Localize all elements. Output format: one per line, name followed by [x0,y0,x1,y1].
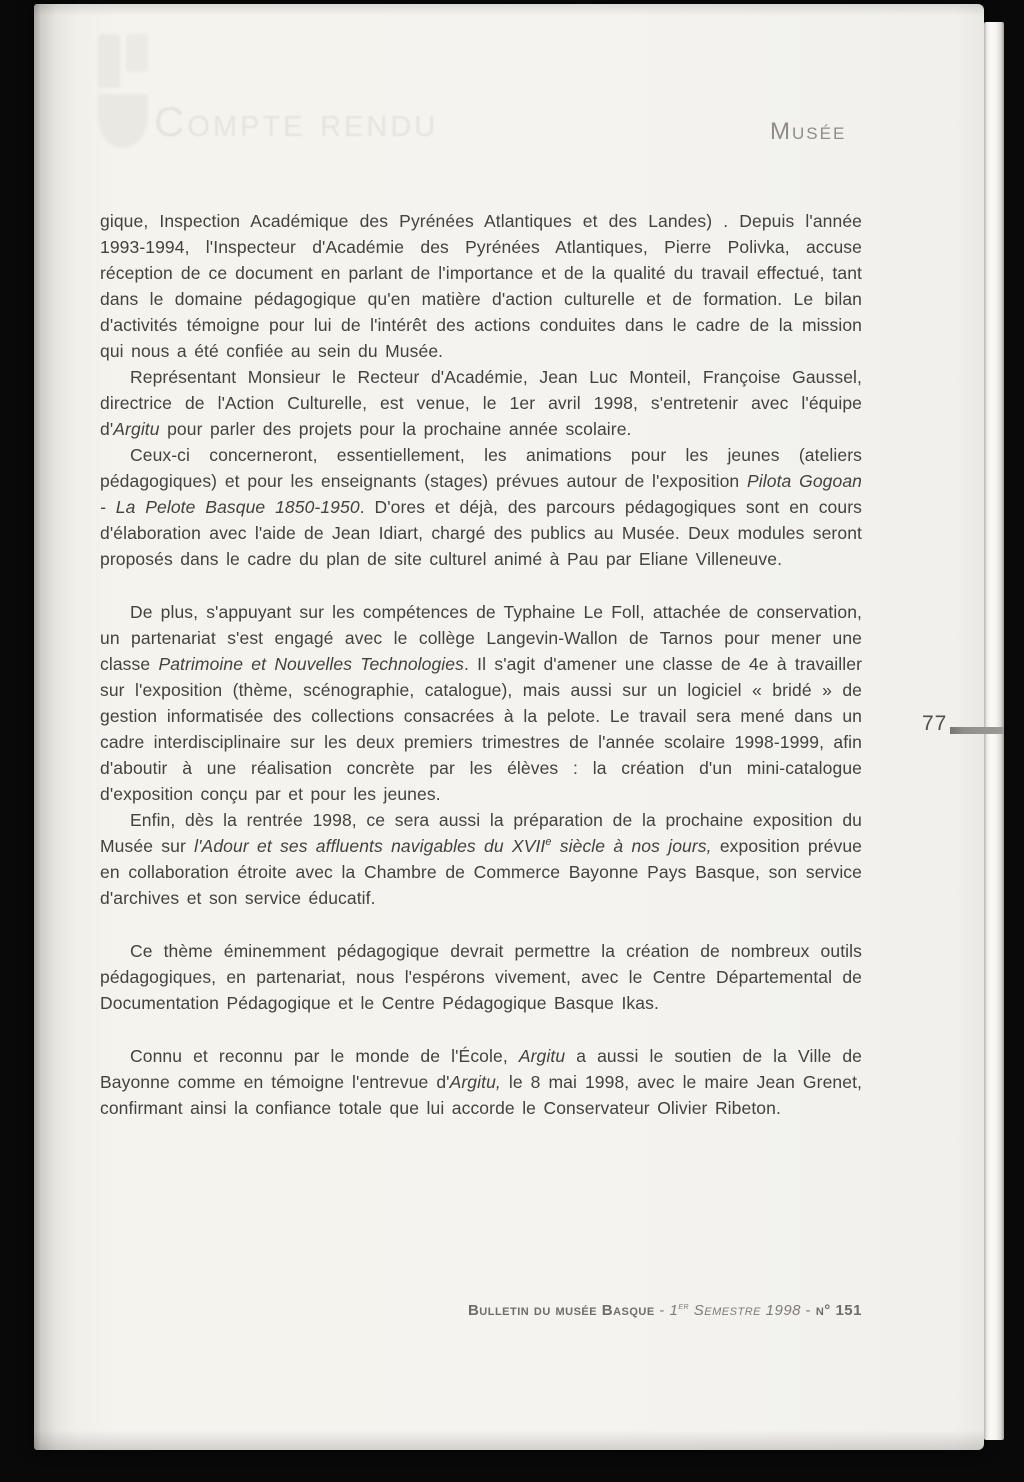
page-number-marker [950,727,1004,734]
italic-text-run: siècle à nos jours, [551,836,712,856]
footer-separator: - [801,1302,816,1319]
article-body [100,208,862,1121]
body-paragraph [100,1043,862,1121]
text-run: Connu et reconnu par le monde de l'École, [130,1046,519,1066]
text-run: . Il s'agit d'amener une classe de 4e à travailler sur l'exposition (thème, scénographie, catalogue), mais aussi sur un logiciel « bridé » de gestion informatisée des collections consacrées à la pelote. Le travail sera mené dans un cadre interdisciplinaire sur les deux premiers trimestres de l'année scolaire 1998-1999, afin d'aboutir à une réalisation concrète par les élèves : la création d'un mini-catalogue d'exposition conçu par et pour les jeunes. [100,654,863,804]
footer-issue-rest: Semestre 1998 [689,1302,802,1319]
body-paragraph [100,364,862,442]
footer-issue-number: 1 [669,1302,679,1319]
italic-text-run: Patrimoine et Nouvelles Technologies [158,654,464,674]
footer-issue [670,1302,801,1319]
text-run: Ceux-ci concerneront, essentiellement, les animations pour les jeunes (ateliers pédagogiques) et pour les enseignants (stages) prévues autour de l'exposition [100,445,862,491]
footer-issue-no: n° 151 [815,1302,862,1319]
text-run: Représentant Monsieur le Recteur d'Académie, Jean Luc Monteil, Françoise Gaussel, directrice de l'Action Culturelle, est venue, le 1er avril 1998, s'entretenir avec l'équipe d' [100,367,862,439]
text-run: Enfin, dès la rentrée 1998, ce sera aussi la préparation de la prochaine exposition du Musée sur [100,810,862,856]
page-header-section: Musée [770,118,847,145]
italic-text-run: e [545,836,552,849]
italic-text-run: Argitu [518,1046,566,1066]
body-paragraph [100,208,862,364]
text-run: le 8 mai 1998, avec le maire Jean Grenet, confirmant ainsi la confiance totale que lui accorde le Conservateur Olivier Ribeton. [100,1072,862,1118]
footer-journal-title: Bulletin du musée Basque [467,1302,655,1319]
italic-text-run: l'Adour et ses affluents navigables du XVII [194,836,546,856]
book-page [34,4,984,1450]
footer-separator: - [654,1302,670,1319]
text-run: pour parler des projets pour la prochaine année scolaire. [159,419,632,439]
page-footer [100,1302,862,1319]
body-paragraph [100,599,862,807]
text-run: Ce thème éminemment pédagogique devrait permettre la création de nombreux outils pédagogiques, en partenariat, nous l'espérons vivement, avec le Centre Départemental de Documentation Pédagogique et le Centre Pédagogique Basque Ikas. [100,941,862,1013]
text-run: exposition prévue en collaboration étroite avec la Chambre de Commerce Bayonne Pays Basque, son service d'archives et son service éducatif. [100,836,863,908]
text-run: a aussi le soutien de la Ville de Bayonne comme en témoigne l'entrevue d' [100,1046,862,1092]
italic-text-run: Pilota Gogoan - La Pelote Basque 1850-1950 [100,471,862,517]
body-paragraph [100,442,862,572]
text-run: . D'ores et déjà, des parcours pédagogiques sont en cours d'élaboration avec l'aide de Jean Idiart, chargé des publics au Musée. Deux modules seront proposés dans le cadre du plan de site culturel animé à Pau par Eliane Villeneuve. [100,497,862,569]
footer-issue-ordinal: er [678,1301,690,1311]
italic-text-run: Argitu, [449,1072,501,1092]
page-number: 77 [922,712,948,735]
body-paragraph [100,807,862,911]
logo-watermark-icon [92,30,156,152]
section-watermark: Compte rendu [154,98,439,145]
text-run: De plus, s'appuyant sur les compétences de Typhaine Le Foll, attachée de conservation, un partenariat s'est engagé avec le collège Langevin-Wallon de Tarnos pour mener une classe [100,602,862,674]
text-run: gique, Inspection Académique des Pyrénées Atlantiques et des Landes) . Depuis l'année 1993-1994, l'Inspecteur d'Académie des Pyrénées Atlantiques, Pierre Polivka, accuse réception de ce document en parlant de l'importance et de la qualité du travail effectué, tant dans le domaine pédagogique qu'en matière d'action culturelle et de formation. Le bilan d'activités témoigne pour lui de l'intérêt des actions conduites dans le cadre de la mission qui nous a été confiée au sein du Musée. [100,211,862,361]
body-paragraph [100,938,862,1016]
italic-text-run: Argitu [113,419,160,439]
